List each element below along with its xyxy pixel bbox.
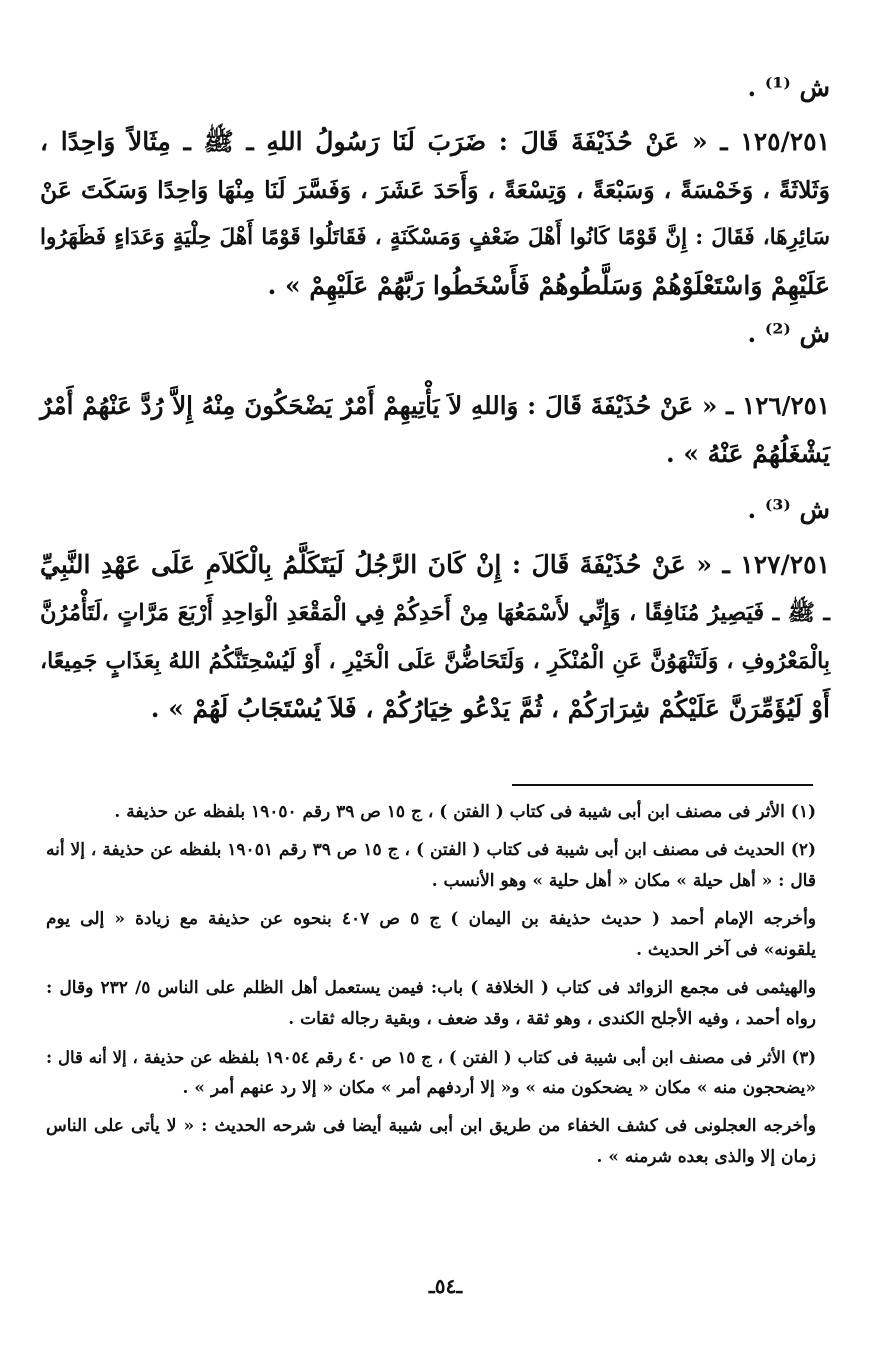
hadith-125-line-2: وَثَلاثَةً ، وَخَمْسَةً ، وَسَبْعَةً ، وَتِسْعَةً ، وَأَحَدَ عَشَرَ ، وَفَسَّرَ لَنَا مِنْهَا وَاحِدًا وَسَكَتَ عَنْ [40,176,830,204]
hadith-127 [40,541,830,733]
footnote-2-line-2: قال : « أهل حيلة » مكان « أهل حلية » وهو الأنسب . [431,871,816,891]
hadith-127-line-1: ١٢٧/٢٥١ ـ « عَنْ حُذَيْفَةَ قَالَ : إِنْ كَانَ الرَّجُلُ لَيَتَكَلَّمُ بِالْكَلاَمِ عَلَى عَهْدِ النَّبِيِّ [40,550,830,579]
main-text [40,64,830,112]
hadith-127-line-2: ـ ﷺ ـ فَيَصِيرُ مُنَافِقًا ، وَإِنِّي لأَسْمَعُهَا مِنْ أَحَدِكُمْ فِي الْمَقْعَدِ الْوَاحِدِ أَرْبَعَ مَرَّاتٍ ،لَتَأْمُرُنَّ [40,600,830,626]
source-marker-2: ش ⁽²⁾ . [747,319,830,348]
footnote-2-line-5: والهيثمى فى مجمع الزوائد فى كتاب ( الخلافة ) باب: فيمن يستعمل أهل الظلم على الناس ٥/ ٢٣٢ وقال : [46,977,816,998]
hadith-125-line-3: سَائِرِهَا، فَقَالَ : إِنَّ قَوْمًا كَانُوا أَهْلَ ضَعْفٍ وَمَسْكَنَةٍ ، فَقَاتَلُوا قَوْمًا أَهْلَ حِلْيَةٍ وَعَدَاءٍ فَظَهَرُوا [40,225,830,250]
footnote-3-line-2: «يضحجون منه » مكان « يضحكون منه » و« إلا أردفهم أمر » مكان « إلا رد عنهم أمر » . [182,1078,816,1098]
hadith-126 [40,382,830,534]
footnote-3-line-1: (٣) الأثر فى مصنف ابن أبى شيبة فى كتاب ( الفتن ) ، ج ١٥ ص ٤٠ رقم ١٩٠٥٤ بلفظه عن حذيفة ، إلا أنه قال : [46,1047,816,1067]
source-marker-1: ش ⁽¹⁾ . [747,73,830,102]
hadith-126-line-1: ١٢٦/٢٥١ ـ « عَنْ حُذَيْفَةَ قَالَ : وَاللهِ لاَ يَأْتِيهِمْ أَمْرٌ يَضْحَكُونَ مِنْهُ إِلاَّ رُدَّ عَنْهُمْ أَمْرٌ [40,391,830,420]
hadith-125 [40,118,830,358]
hadith-125-line-1: ١٢٥/٢٥١ ـ « عَنْ حُذَيْفَةَ قَالَ : ضَرَبَ لَنَا رَسُولُ اللهِ ـ ﷺ ـ مِثَالاً وَاحِدًا ، [40,127,830,156]
footnote-separator [512,784,813,786]
footnote-2-line-1: (٢) الحديث فى مصنف ابن أبى شيبة فى كتاب ( الفتن ) ، ج ١٥ ص ٣٩ رقم ١٩٠٥١ بلفظه عن حذيفة ، إلا أنه [46,839,816,860]
footnote-2-line-3: وأخرجه الإمام أحمد ( حديث حذيفة بن اليمان ) ج ٥ ص ٤٠٧ بنحوه عن حذيفة مع زيادة « إلى يوم [46,908,816,929]
footnote-2-line-4: يلقونه» فى آخر الحديث . [636,940,816,960]
hadith-127-line-4: أَوْ لَيُؤَمِّرَنَّ عَلَيْكُمْ شِرَارَكُمْ ، ثُمَّ يَدْعُو خِيَارُكُمْ ، فَلاَ يُسْتَجَابُ لَهُمْ » . [150,694,830,723]
source-marker-3: ش ⁽³⁾ . [747,495,830,524]
hadith-126-line-2: يَشْغَلُهُمْ عَنْهُ » . [665,439,830,468]
hadith-125-line-4: عَلَيْهِمْ وَاسْتَعْلَوْهُمْ وَسَلَّطُوهُمْ فَأَسْخَطُوا رَبَّهُمْ عَلَيْهِمْ » . [267,271,830,300]
footnote-1-line-1: (١) الأثر فى مصنف ابن أبى شيبة فى كتاب ( الفتن ) ، ج ١٥ ص ٣٩ رقم ١٩٠٥٠ بلفظه عن حذيفة . [114,802,816,822]
hadith-127-line-3: بِالْمَعْرُوفِ ، وَلَتَنْهَوُنَّ عَنِ الْمُنْكَرِ ، وَلَتَحَاضُّنَّ عَلَى الْخَيْرِ ، أَوْ لَيُسْحِتَنَّكُمُ اللهُ بِعَذَابٍ جَمِيعًا، [40,648,830,674]
footnotes [46,797,816,1174]
footnote-3-line-4: زمان إلا والذى بعده شرمنه » . [596,1147,816,1167]
page-number: ـ٥٤ـ [428,1274,463,1298]
footnote-3-line-3: وأخرجه العجلونى فى كشف الخفاء من طريق ابن أبى شيبة أيضا فى شرحه الحديث : « لا يأتى على الناس [46,1115,816,1136]
footnote-2-line-6: رواه أحمد ، وفيه الأجلح الكندى ، وهو ثقة ، وقد ضعف ، وبقية رجاله ثقات . [288,1009,816,1029]
